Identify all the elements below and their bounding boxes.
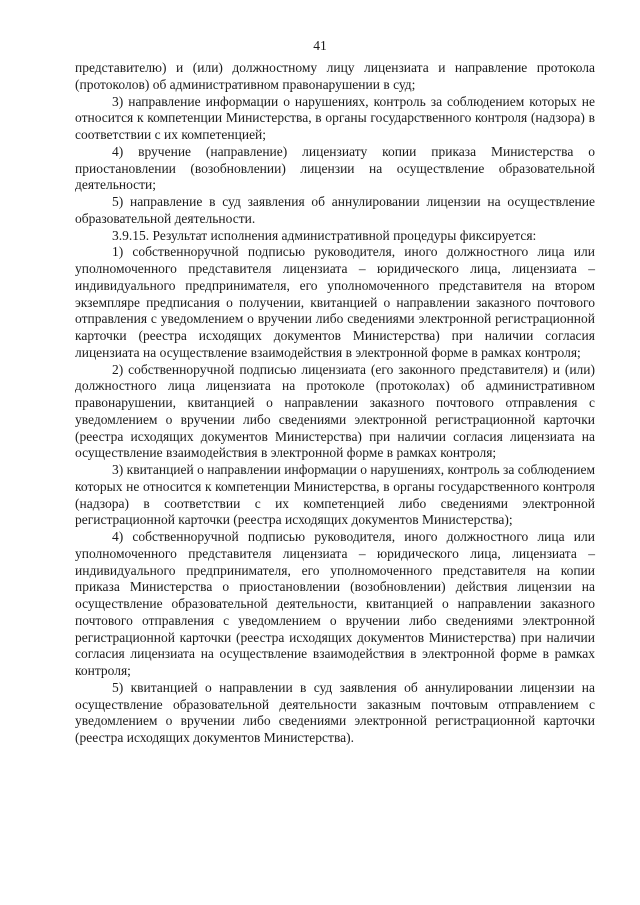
paragraph-result-3: 3) квитанцией о направлении информации о нарушениях, контроль за соблюдением которых не относится к компетенции Министерства, в органы государственного контроля (надзора) в соответствии с их компетенцией либо сведениями электронной регистрационной карточки (реестра исходящих документов Министерства);: [75, 462, 595, 528]
page-number: 41: [313, 38, 327, 53]
paragraph-continuation: представителю) и (или) должностному лицу лицензиата и направление протокола (протоколов) об административном правонарушении в суд;: [75, 60, 595, 92]
paragraph-item-3: 3) направление информации о нарушениях, контроль за соблюдением которых не относится к компетенции Министерства, в органы государственного контроля (надзора) в соответствии с их компетенцией;: [75, 93, 595, 142]
document-body: [75, 60, 595, 747]
paragraph-result-5: 5) квитанцией о направлении в суд заявления об аннулировании лицензии на осуществление образовательной деятельности заказным почтовым отправлением с уведомлением о вручении либо сведениями электронной регистрационной карточки (реестра исходящих документов Министерства).: [75, 679, 595, 745]
paragraph-item-5: 5) направление в суд заявления об аннулировании лицензии на осуществление образовательной деятельности.: [75, 194, 595, 226]
paragraph-result-1: 1) собственноручной подписью руководителя, иного должностного лица или уполномоченного представителя лицензиата – юридического лица, лицензиата – индивидуального предпринимателя, его уполномоченного представителя на втором экземпляре предписания о получении, квитанцией о направлении заказного почтового отправления с уведомлением о вручении либо сведениями электронной регистрационной карточки (реестра исходящих документов Министерства) при наличии согласия лицензиата на осуществление взаимодействия в электронной форме в рамках контроля;: [75, 244, 595, 360]
paragraph-section-3-9-15: 3.9.15. Результат исполнения административной процедуры фиксируется:: [112, 227, 537, 243]
paragraph-result-4: 4) собственноручной подписью руководителя, иного должностного лица или уполномоченного представителя лицензиата – юридического лица, лицензиата – индивидуального предпринимателя, его уполномоченного представителя на копии приказа Министерства о приостановлении (возобновлении) действия лицензии на осуществление образовательной деятельности, квитанцией о направлении заказного почтового отправления с уведомлением о вручении либо сведениями электронной регистрационной карточки (реестра исходящих документов Министерства) при наличии согласия лицензиата на осуществление взаимодействия в электронной форме в рамках контроля;: [75, 529, 595, 678]
paragraph-item-4: 4) вручение (направление) лицензиату копии приказа Министерства о приостановлении (возобновлении) лицензии на осуществление образовательной деятельности;: [75, 143, 595, 193]
paragraph-result-2: 2) собственноручной подписью лицензиата (его законного представителя) и (или) должностного лица лицензиата на протоколе (протоколах) об административном правонарушении, квитанцией о направлении заказного почтового отправления с уведомлением о вручении либо сведениями электронной регистрационной карточки (реестра исходящих документов Министерства) при наличии согласия лицензиата на осуществление взаимодействия в электронной форме в рамках контроля;: [75, 361, 595, 461]
